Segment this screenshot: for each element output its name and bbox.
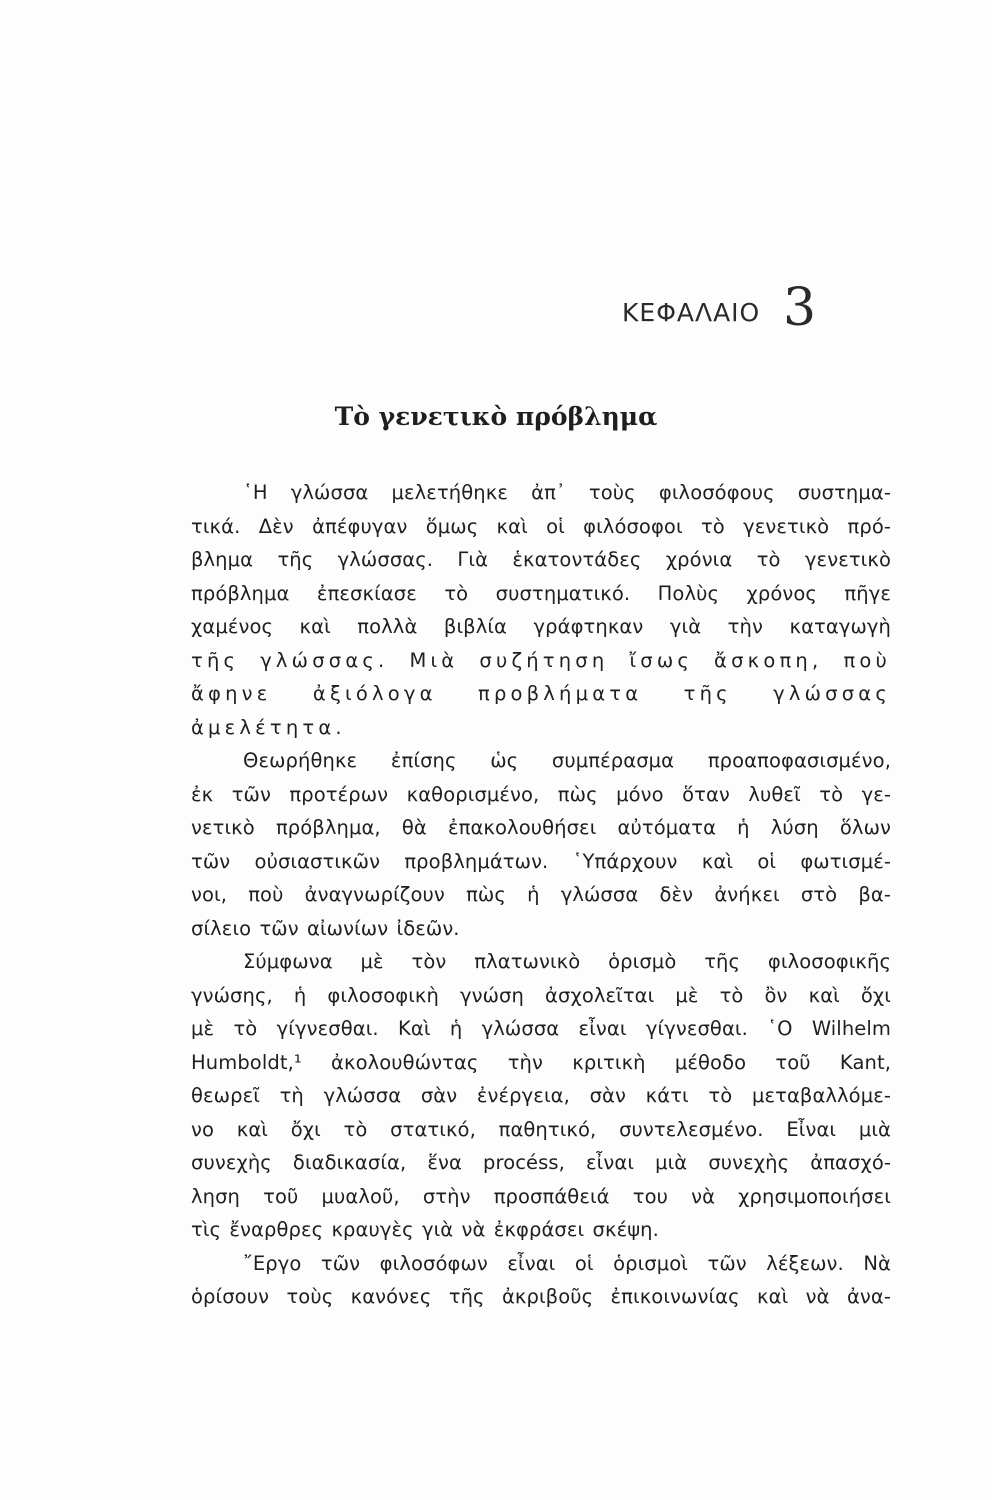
text-line: βλημα τῆς γλώσσας. Γιὰ ἑκατοντάδες χρόνια τὸ γενετικὸ <box>191 548 891 571</box>
text-line: θεωρεῖ τὴ γλώσσα σὰν ἐνέργεια, σὰν κάτι τὸ μεταβαλλόμε- <box>191 1084 891 1107</box>
text-line: νετικὸ πρόβλημα, θὰ ἐπακολουθήσει αὐτόματα ἡ λύση ὅλων <box>191 816 891 839</box>
text-line: πρόβλημα ἐπεσκίασε τὸ συστηματικό. Πολὺς χρόνος πῆγε <box>191 581 891 605</box>
text-line: Humboldt,¹ ἀκολουθώντας τὴν κριτικὴ μέθοδο τοῦ Kant, <box>191 1050 891 1074</box>
text-line: τῆς γλώσσας. Μιὰ συζήτηση ἴσως ἄσκοπη, ποὺ <box>191 648 891 672</box>
text-line: ληση τοῦ μυαλοῦ, στὴν προσπάθειά του νὰ χρησιμοποιήσει <box>191 1184 891 1208</box>
chapter-number: 3 <box>783 278 817 338</box>
chapter-title: Τὸ γενετικὸ πρόβλημα <box>334 402 658 431</box>
text-line: ἐκ τῶν προτέρων καθορισμένο, πὼς μόνο ὅταν λυθεῖ τὸ γε- <box>191 782 891 806</box>
text-line: νοι, ποὺ ἀναγνωρίζουν πὼς ἡ γλώσσα δὲν ἀνήκει στὸ βα- <box>191 883 891 906</box>
text-line: τὶς ἔναρθρες κραυγὲς γιὰ νὰ ἐκφράσει σκέψη. <box>191 1218 659 1241</box>
text-line: τικά. Δὲν ἀπέφυγαν ὅμως καὶ οἱ φιλόσοφοι τὸ γενετικὸ πρό- <box>191 514 891 538</box>
text-line: σίλειο τῶν αἰωνίων ἰδεῶν. <box>191 916 460 940</box>
text-line: ἀμελέτητα. <box>191 715 346 739</box>
chapter-label: ΚΕΦΑΛΑΙΟ <box>622 298 761 327</box>
body-text <box>191 476 891 1314</box>
text-line: ὁρίσουν τοὺς κανόνες τῆς ἀκριβοῦς ἐπικοινωνίας καὶ νὰ ἀνα- <box>191 1285 891 1308</box>
text-line: γνώσης, ἡ φιλοσοφικὴ γνώση ἀσχολεῖται μὲ τὸ ὂν καὶ ὄχι <box>191 983 891 1007</box>
text-line: συνεχὴς διαδικασία, ἕνα procéss, εἶναι μιὰ συνεχὴς ἀπασχό- <box>191 1151 891 1174</box>
text-line: μὲ τὸ γίγνεσθαι. Καὶ ἡ γλώσσα εἶναι γίγνεσθαι. ῾Ο Wilhelm <box>191 1017 891 1040</box>
text-line: Σύμφωνα μὲ τὸν πλατωνικὸ ὁρισμὸ τῆς φιλοσοφικῆς <box>243 950 891 973</box>
text-line: χαμένος καὶ πολλὰ βιβλία γράφτηκαν γιὰ τὴν καταγωγὴ <box>191 615 891 638</box>
text-line: ἄφηνε ἀξιόλογα προβλήματα τῆς γλώσσας <box>191 682 891 705</box>
text-line: Θεωρήθηκε ἐπίσης ὡς συμπέρασμα προαποφασισμένο, <box>243 749 891 772</box>
text-line: ῎Εργο τῶν φιλοσόφων εἶναι οἱ ὁρισμοὶ τῶν λέξεων. Νὰ <box>243 1251 891 1275</box>
text-line: νο καὶ ὄχι τὸ στατικό, παθητικό, συντελεσμένο. Εἶναι μιὰ <box>191 1117 891 1141</box>
text-line: ῾Η γλώσσα μελετήθηκε ἀπ᾽ τοὺς φιλοσόφους συστημα- <box>243 481 891 504</box>
text-line: τῶν οὐσιαστικῶν προβλημάτων. ῾Υπάρχουν καὶ οἱ φωτισμέ- <box>191 849 891 873</box>
